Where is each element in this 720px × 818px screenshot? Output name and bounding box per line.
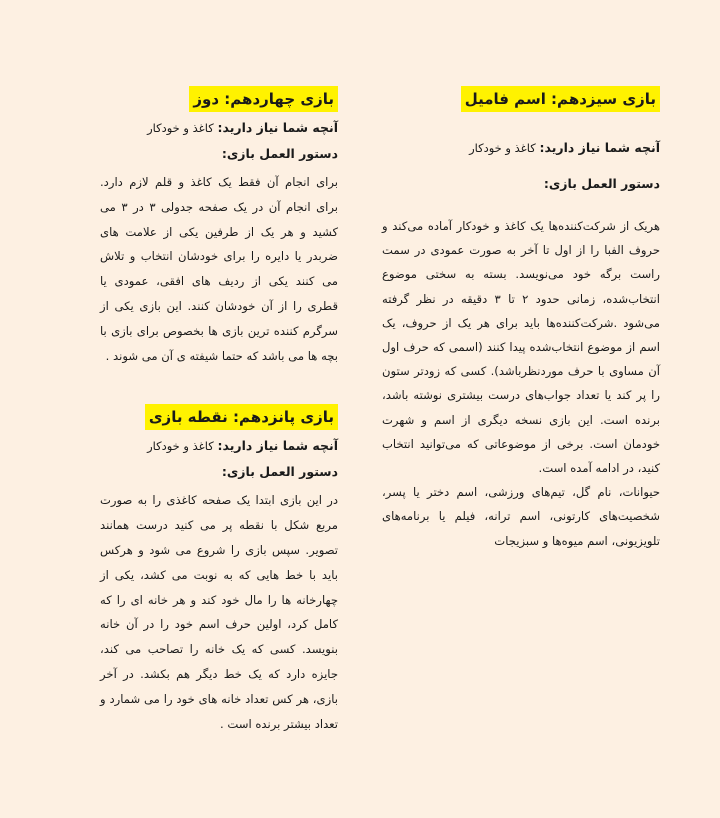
game-13-section xyxy=(382,86,660,553)
needs-value: کاغذ و خودکار xyxy=(469,141,536,155)
left-column xyxy=(100,86,338,736)
game-14-body: برای انجام آن فقط یک کاغذ و قلم لازم دارد. برای انجام آن در یک صفحه جدولی ۳ در ۳ می کشید و هر یک از طرفین یکی از علامت های ضربدر یا دایره را برای خودشان انتخاب و تلاش می کنند یکی از ردیف های افقی، عمودی یا قطری را از آن خودشان کنند. این بازی یکی از سرگرم کننده ترین بازی ها بخصوص برای بازی با بچه ها می باشد که حتما شیفته ی آن می شوند . xyxy=(100,175,338,363)
game-13-title: بازی سیزدهم: اسم فامیل xyxy=(461,86,660,112)
game-13-instructions-heading: دستور العمل بازی: xyxy=(543,176,660,191)
game-14-instructions-heading: دستور العمل بازی: xyxy=(221,146,338,161)
needs-value: کاغذ و خودکار xyxy=(147,439,214,454)
game-15-section xyxy=(100,404,338,736)
game-13-body-text: هریک از شرکت‌کننده‌ها یک کاغذ و خودکار آماده می‌کند و حروف الفبا را از اول تا آخر به صورت عمودی در سمت راست برگه خود می‌نویسد. بسته به سختی موضوع انتخاب‌شده، زمانی حدود ۲ تا ۳ دقیقه در نظر گرفته می‌شود .شرکت‌کننده‌ها باید برای هر یک از حروف، یک اسم از موضوع انتخاب‌شده پیدا کنند (اسمی که حرف اول آن مساوی با حرف موردنظرباشد). کسی که زودتر ستون را پر کند یا تعداد جواب‌های درست بیشتری نوشته باشد، برنده است. این بازی نسخه دیگری از اسم و شهرت خودمان است. برخی از موضوعاتی که می‌توانید انتخاب کنید، در ادامه آمده است. xyxy=(382,219,660,476)
game-14-title: بازی چهاردهم: دوز xyxy=(189,86,338,112)
needs-label: آنچه شما نیاز دارید: xyxy=(217,120,338,135)
needs-value: کاغذ و خودکار xyxy=(147,121,214,135)
game-13-needs xyxy=(382,138,660,158)
needs-label: آنچه شما نیاز دارید: xyxy=(217,438,338,454)
game-14-section xyxy=(100,86,338,368)
game-14-needs xyxy=(100,118,338,138)
game-13-topics: حیوانات، نام گل، تیم‌های ورزشی، اسم دختر یا پسر، شخصیت‌های کارتونی، اسم ترانه، فیلم یا برنامه‌های تلویزیونی، اسم میوه‌ها و سبزیجات xyxy=(382,485,660,548)
game-13-body xyxy=(382,214,660,553)
game-15-title: بازی پانزدهم: نقطه بازی xyxy=(145,404,338,430)
needs-label: آنچه شما نیاز دارید: xyxy=(539,140,660,155)
game-15-needs xyxy=(100,436,338,456)
game-15-instructions-heading: دستور العمل بازی: xyxy=(221,464,338,480)
game-15-body: در این بازی ابتدا یک صفحه کاغذی را به صورت مربع شکل با نقطه پر می کنید درست همانند تصویر. سپس بازی را شروع می شود و هرکس باید با خط هایی که به نوبت می کشد، یکی از چهارخانه ها را مال خود کند و هر خانه ای را که کامل کرد، اولین حرف اسم خود را در آن خانه بنویسد. کسی که یک خانه را تصاحب می کند، جایزه دارد که یک خط دیگر هم بکشد. در آخر بازی، هر کس تعداد خانه های خود را می شمارد و تعداد بیشتر برنده است . xyxy=(100,493,338,731)
